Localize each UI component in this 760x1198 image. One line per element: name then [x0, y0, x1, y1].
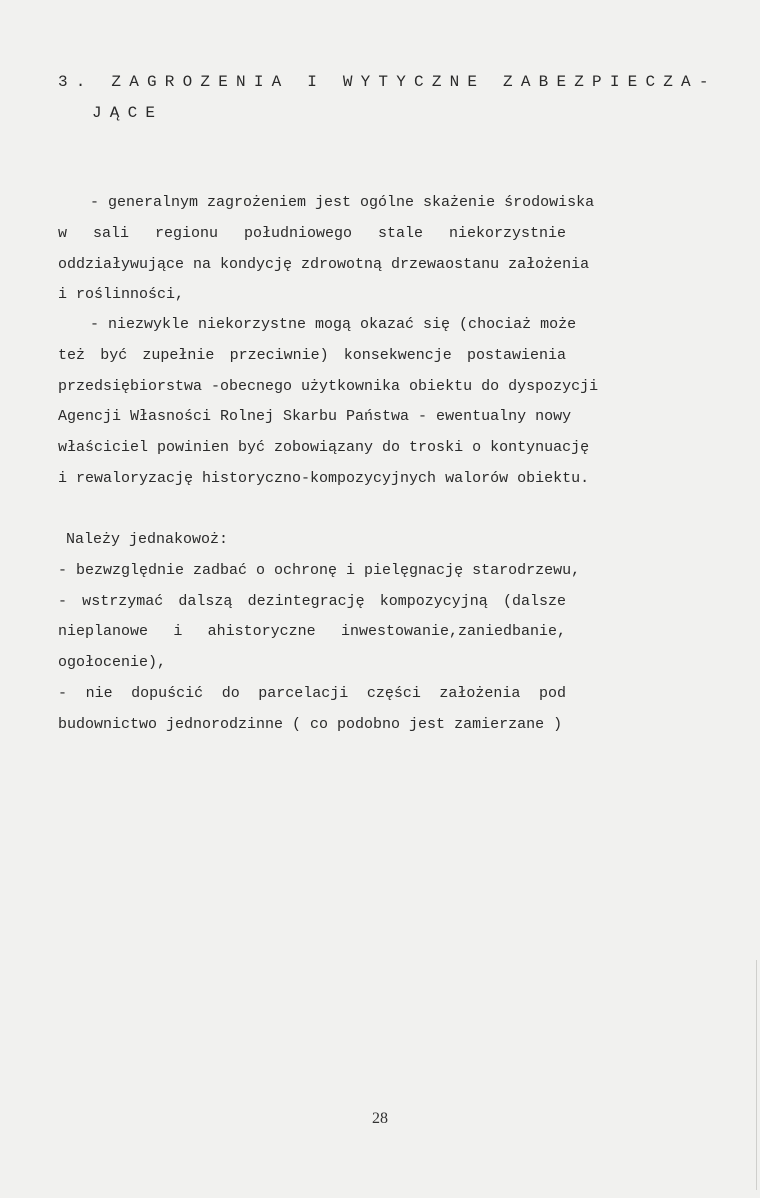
text-line: nieplanowe i ahistoryczne inwestowanie,zaniedbanie,: [58, 623, 566, 641]
page-number: 28: [372, 1110, 388, 1127]
section-heading: 3. ZAGROZENIA I WYTYCZNE ZABEZPIECZA-: [58, 73, 717, 91]
text-line: przedsiębiorstwa -obecnego użytkownika obiektu do dyspozycji: [58, 377, 599, 395]
paragraph-ownership-change: [58, 310, 599, 495]
text-line: i roślinności,: [58, 286, 185, 304]
text-line: oddziaływujące na kondycję zdrowotną drzewaostanu założenia: [58, 255, 590, 273]
text-line: i rewaloryzację historyczno-kompozycyjnych walorów obiektu.: [58, 469, 590, 487]
text-line: w sali regionu południowego stale niekorzystnie: [58, 224, 566, 242]
text-line: - niezwykle niekorzystne mogą okazać się (chociaż może: [90, 316, 577, 333]
paragraph-recommendations: [58, 525, 581, 741]
section-heading-continuation: JĄCE: [92, 104, 164, 122]
text-line: budownictwo jednorodzinne ( co podobno jest zamierzane ): [58, 715, 563, 733]
text-line: też być zupełnie przeciwnie) konsekwencje postawienia: [58, 346, 566, 364]
text-line: - nie dopuścić do parcelacji części założenia pod: [58, 684, 566, 702]
text-line: Agencji Własności Rolnej Skarbu Państwa - ewentualny nowy: [58, 408, 572, 426]
text-line: właściciel powinien być zobowiązany do troski o kontynuację: [58, 439, 590, 457]
paragraph-general-threat: [58, 188, 595, 311]
scan-edge-mark: [756, 960, 757, 1190]
text-line: - wstrzymać dalszą dezintegrację kompozycyjną (dalsze: [58, 592, 566, 610]
text-line: ogołocenie),: [58, 654, 167, 672]
text-line: - bezwzględnie zadbać o ochronę i pielęgnację starodrzewu,: [58, 561, 581, 579]
text-line: Należy jednakowoż:: [66, 531, 229, 548]
text-line: - generalnym zagrożeniem jest ogólne skażenie środowiska: [90, 194, 595, 211]
